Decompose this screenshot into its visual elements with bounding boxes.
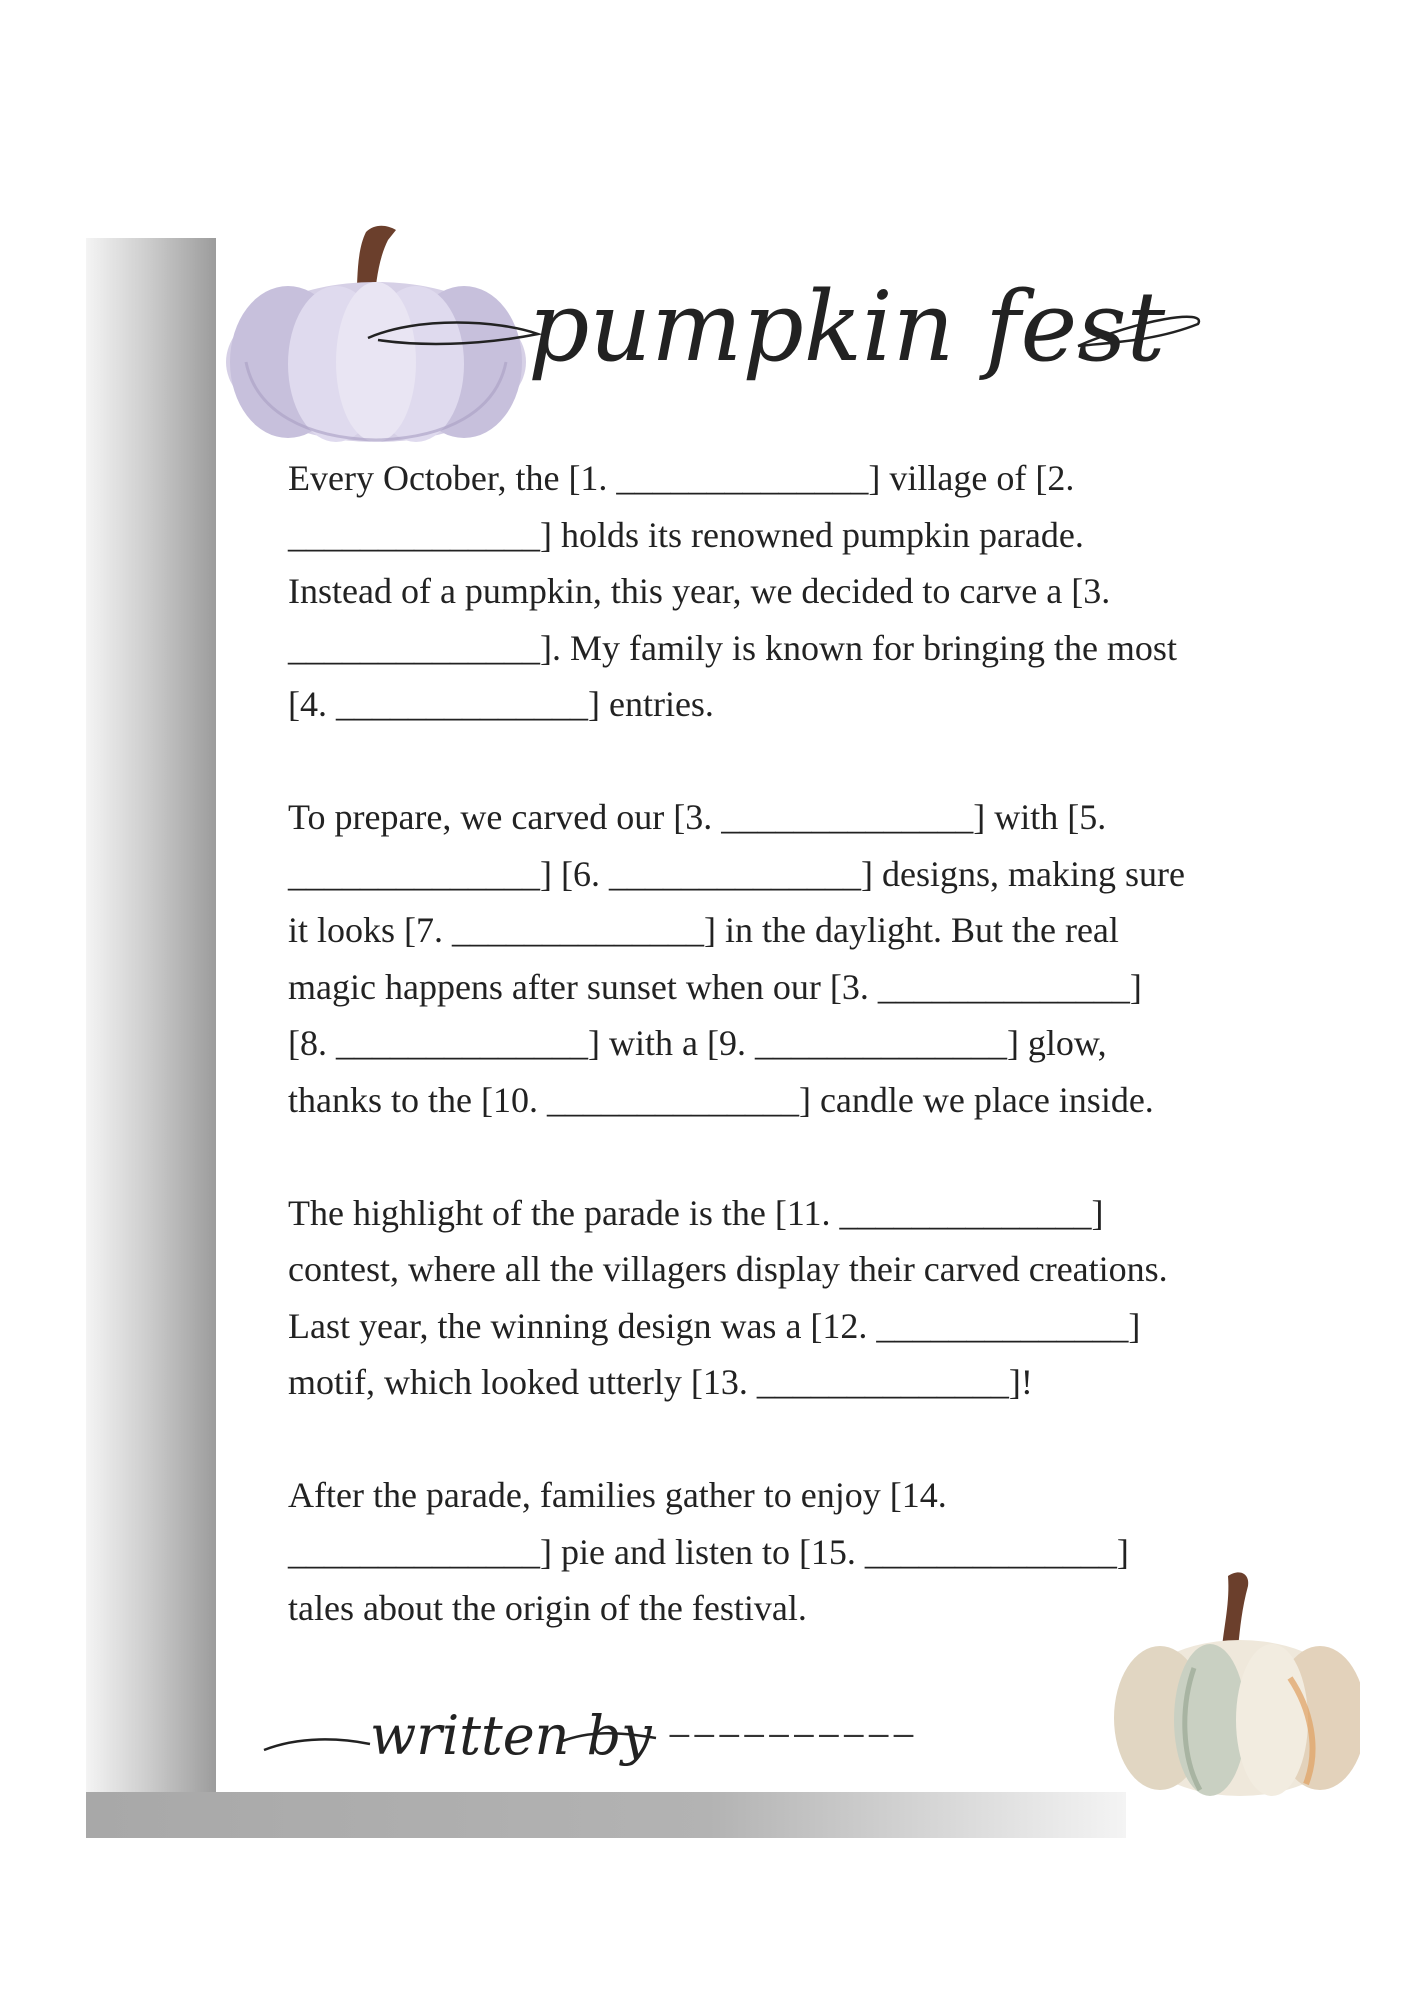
story-line: ______________]. My family is known for bringing the most bbox=[288, 627, 1177, 668]
signature-blank: __________ bbox=[670, 1700, 920, 1738]
page-shadow-left bbox=[86, 238, 216, 1834]
story-text bbox=[288, 450, 1328, 1637]
story-line: Every October, the [1. ______________] village of [2. bbox=[288, 458, 1075, 498]
page-title: pumpkin fest bbox=[528, 271, 1166, 383]
title-script bbox=[358, 250, 1218, 410]
written-by-label: written by bbox=[370, 1704, 652, 1767]
story-line: [8. ______________] with a [9. ______________] glow, bbox=[288, 1023, 1107, 1063]
story-line: motif, which looked utterly [13. ______________]! bbox=[288, 1362, 1033, 1402]
story-line: After the parade, families gather to enjoy [14. bbox=[288, 1475, 947, 1515]
story-line: tales about the origin of the festival. bbox=[288, 1588, 807, 1628]
story-line: To prepare, we carved our [3. ______________] with [5. bbox=[288, 797, 1107, 837]
story-line: thanks to the [10. ______________] candle we place inside. bbox=[288, 1079, 1154, 1120]
white-pumpkin-illustration bbox=[1110, 1558, 1360, 1798]
page-shadow-bottom bbox=[86, 1792, 1126, 1838]
story-line: ______________] pie and listen to [15. ______________] bbox=[288, 1531, 1129, 1572]
written-by-signature bbox=[260, 1680, 660, 1790]
paragraph-gap bbox=[288, 733, 1328, 790]
paragraph-gap bbox=[288, 1128, 1328, 1185]
story-line: Instead of a pumpkin, this year, we decided to carve a [3. bbox=[288, 571, 1111, 611]
story-line: magic happens after sunset when our [3. ______________] bbox=[288, 966, 1142, 1007]
story-line: it looks [7. ______________] in the daylight. But the real bbox=[288, 910, 1119, 950]
story-line: [4. ______________] entries. bbox=[288, 684, 714, 724]
story-line: The highlight of the parade is the [11. ______________] bbox=[288, 1192, 1104, 1233]
story-line: contest, where all the villagers display their carved creations. bbox=[288, 1249, 1168, 1289]
story-line: ______________] [6. ______________] designs, making sure bbox=[288, 853, 1185, 894]
story-line: Last year, the winning design was a [12. ______________] bbox=[288, 1305, 1141, 1346]
paragraph-gap bbox=[288, 1411, 1328, 1468]
story-line: ______________] holds its renowned pumpkin parade. bbox=[288, 514, 1084, 555]
